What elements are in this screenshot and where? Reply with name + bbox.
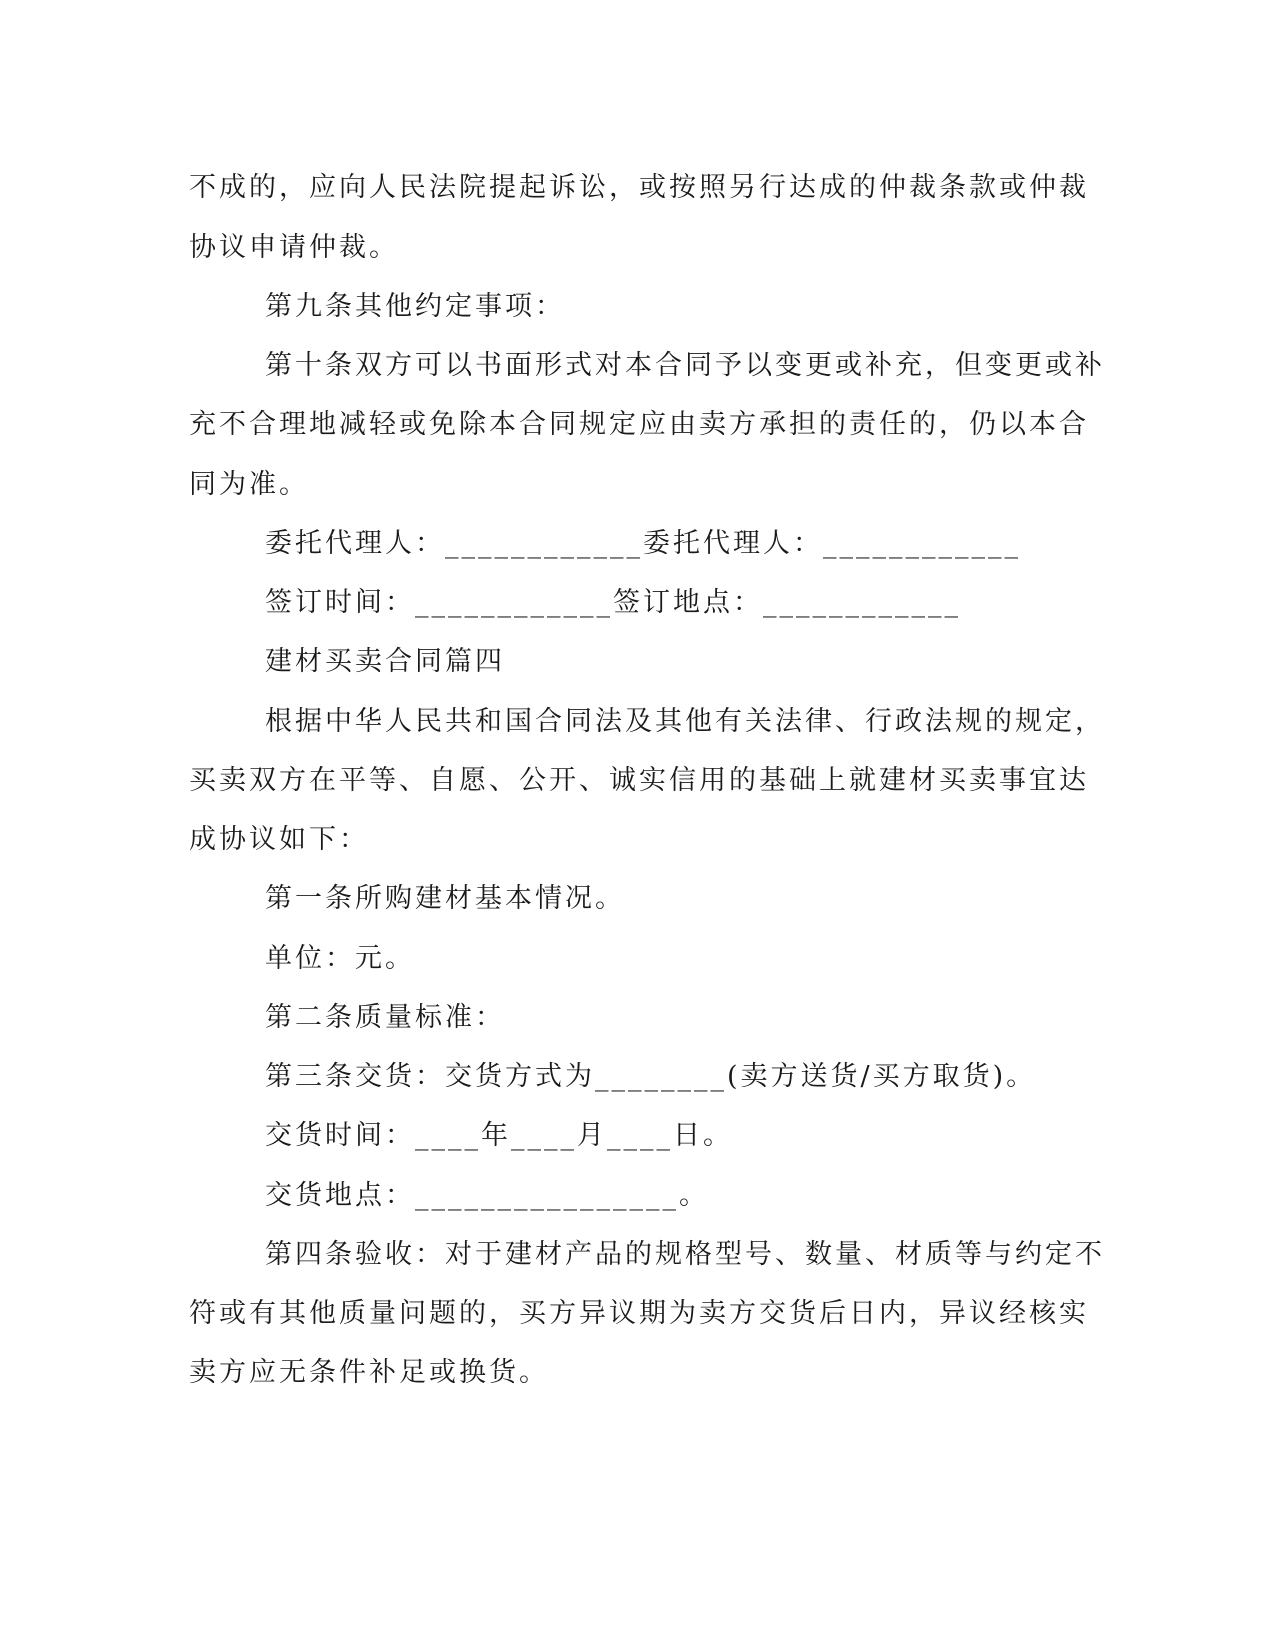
paragraph-line: 卖方应无条件补足或换货。 xyxy=(189,1357,549,1388)
article-one-line: 第一条所购建材基本情况。 xyxy=(265,883,625,914)
paragraph-line: 成协议如下： xyxy=(189,824,369,855)
paragraph-line: 不成的，应向人民法院提起诉讼，或按照另行达成的仲裁条款或仲裁 xyxy=(189,172,1089,203)
delivery-time-line: 交货时间：____年____月____日。 xyxy=(265,1120,733,1151)
paragraph-line: 根据中华人民共和国合同法及其他有关法律、行政法规的规定， xyxy=(265,706,1105,737)
article-four-line: 第四条验收：对于建材产品的规格型号、数量、材质等与约定不 xyxy=(265,1239,1105,1270)
section-title: 建材买卖合同篇四 xyxy=(265,646,505,677)
agent-signature-line: 委托代理人：____________委托代理人：____________ xyxy=(265,528,1021,559)
paragraph-line: 协议申请仲裁。 xyxy=(189,232,399,263)
article-ten-line: 第十条双方可以书面形式对本合同予以变更或补充，但变更或补 xyxy=(265,350,1105,381)
paragraph-line: 充不合理地减轻或免除本合同规定应由卖方承担的责任的，仍以本合 xyxy=(189,409,1089,440)
article-nine-heading: 第九条其他约定事项： xyxy=(265,291,565,322)
article-three-line: 第三条交货：交货方式为________(卖方送货/买方取货)。 xyxy=(265,1061,1037,1092)
delivery-place-line: 交货地点：________________。 xyxy=(265,1180,709,1211)
unit-line: 单位：元。 xyxy=(265,943,415,974)
paragraph-line: 买卖双方在平等、自愿、公开、诚实信用的基础上就建材买卖事宜达 xyxy=(189,765,1089,796)
signing-time-place-line: 签订时间：____________签订地点：____________ xyxy=(265,587,961,618)
paragraph-line: 符或有其他质量问题的，买方异议期为卖方交货后日内，异议经核实 xyxy=(189,1298,1089,1329)
article-two-line: 第二条质量标准： xyxy=(265,1002,505,1033)
paragraph-line: 同为准。 xyxy=(189,469,309,500)
